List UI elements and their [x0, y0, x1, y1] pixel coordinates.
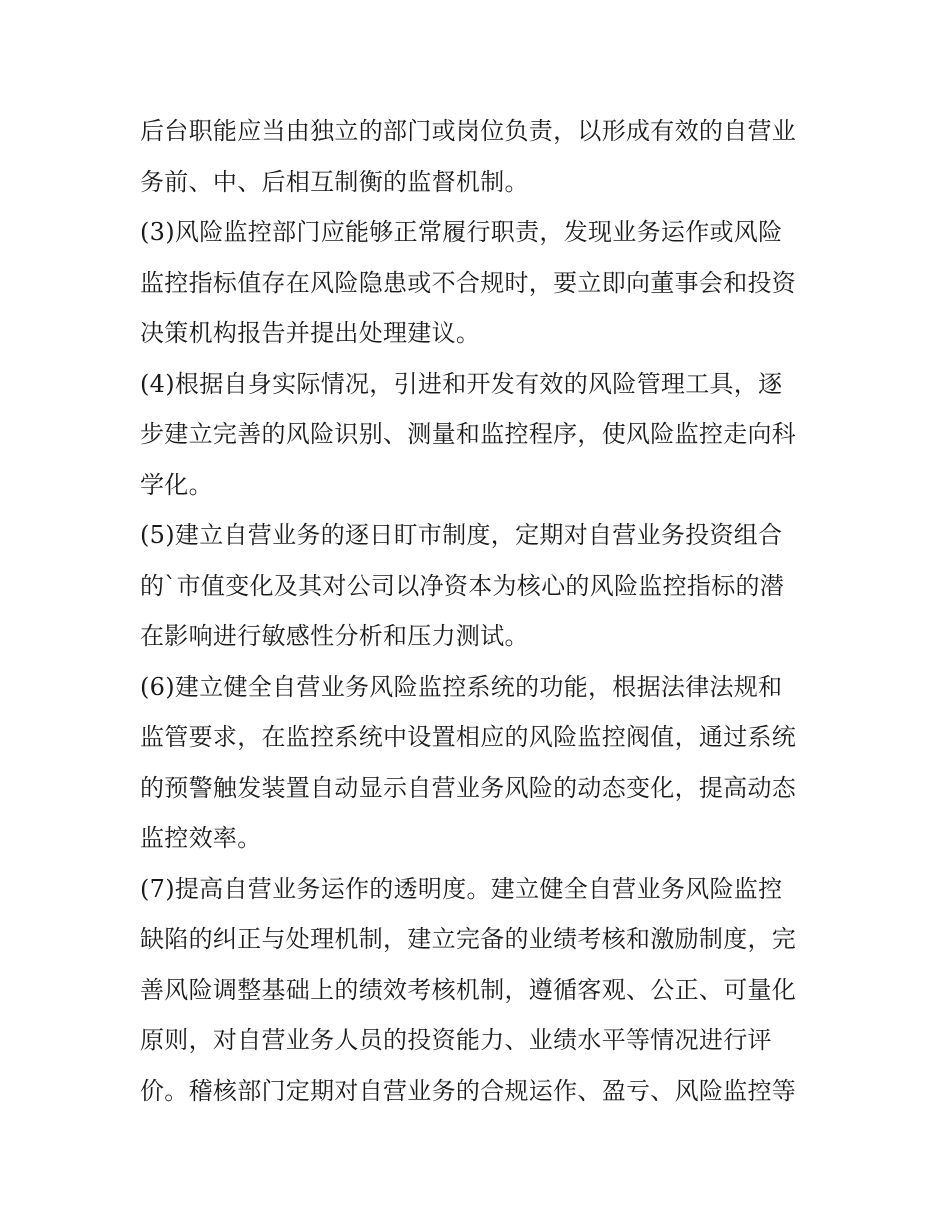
text-line: 原则，对自营业务人员的投资能力、业绩水平等情况进行评 [140, 1026, 772, 1054]
text-line: 善风险调整基础上的绩效考核机制，遵循客观、公正、可量化 [140, 975, 797, 1004]
text-line: (6)建立健全自营业务风险监控系统的功能，根据法律法规和 [140, 672, 783, 701]
text-line: 决策机构报告并提出处理建议。 [140, 319, 481, 347]
text-line: 务前、中、后相互制衡的监督机制。 [140, 167, 529, 196]
text-line: 步建立完善的风险识别、测量和监控程序，使风险监控走向科 [140, 420, 797, 448]
body-text [140, 106, 820, 1116]
text-line: 在影响进行敏感性分析和压力测试。 [140, 622, 529, 650]
text-line: (7)提高自营业务运作的透明度。建立健全自营业务风险监控 [140, 874, 783, 903]
text-line: 缺陷的纠正与处理机制，建立完备的业绩考核和激励制度，完 [140, 925, 797, 953]
text-line: (3)风险监控部门应能够正常履行职责，发现业务运作或风险 [140, 218, 783, 246]
text-line: 学化。 [140, 470, 213, 499]
text-line: 价。稽核部门定期对自营业务的合规运作、盈亏、风险监控等 [140, 1076, 797, 1105]
text-line: 监管要求，在监控系统中设置相应的风险监控阀值，通过系统 [140, 723, 797, 751]
text-line: 的预警触发装置自动显示自营业务风险的动态变化，提高动态 [140, 773, 797, 802]
text-line: 的`市值变化及其对公司以净资本为核心的风险监控指标的潜 [140, 571, 785, 600]
text-line: 监控效率。 [140, 824, 262, 852]
text-line: (5)建立自营业务的逐日盯市制度，定期对自营业务投资组合 [140, 521, 783, 549]
text-line: 后台职能应当由独立的部门或岗位负责，以形成有效的自营业 [140, 117, 797, 145]
text-line: (4)根据自身实际情况，引进和开发有效的风险管理工具，逐 [140, 369, 783, 398]
text-line: 监控指标值存在风险隐患或不合规时，要立即向董事会和投资 [140, 268, 797, 297]
